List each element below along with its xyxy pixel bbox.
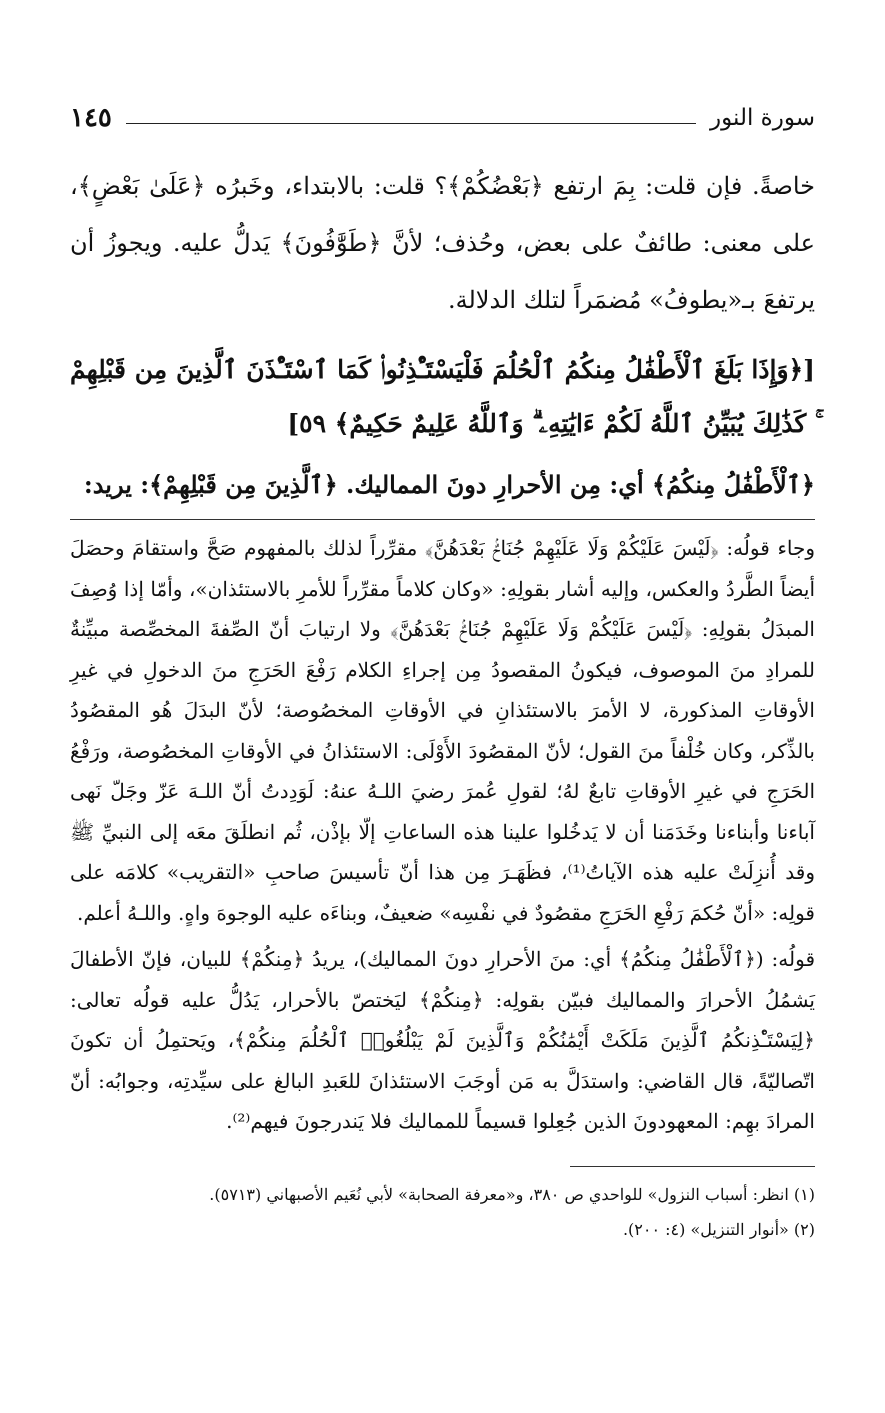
header-rule — [126, 123, 696, 124]
running-header — [70, 98, 815, 138]
commentary-paragraph-2: قولُه: (﴿ٱلْأَطْفَٰلُ مِنكُمُ﴾ أي: منَ الأحرارِ دونَ المماليك)، يريدُ ﴿مِنكُمْ﴾ للبيان، فإنّ الأطفالَ يَشمُلُ الأحرارَ والمماليك فبيّن بقولِه: ﴿مِنكُمْ﴾ ليَختصّ بالأحرار، يَدُلُّ عليه قولُه تعالى: ﴿لِيَسْتَـْٔذِنكُمُ ٱلَّذِينَ مَلَكَتْ أَيْمَٰنُكُمْ وَٱلَّذِينَ لَمْ يَبْلُغُوا۟ ٱلْحُلُمَ مِنكُمْ﴾، ويَحتمِلُ أن تكونَ اتّصاليّةً، قال القاضي: واستدَلَّ به مَن أوجَبَ الاستئذانَ للعَبدِ البالغ على سيِّدتِه، وجوابُه: أنّ المرادَ بهِم: المعهودونَ الذين جُعِلوا قسيماً للمماليك فلا يَندرجونَ فيهم⁽²⁾. — [70, 947, 815, 1133]
page-number: ١٤٥ — [70, 103, 112, 133]
intro-paragraph: خاصةً. فإن قلت: بِمَ ارتفع ﴿بَعْضُكُمْ﴾؟ قلت: بالابتداء، وخَبرُه ﴿عَلَىٰ بَعْضٍ﴾، على معنى: طائفٌ على بعض، وحُذف؛ لأنَّ ﴿طَوَّٰفُونَ﴾ يَدلُّ عليه. ويجوزُ أن يرتفعَ بـ«يطوفُ» مُضمَراً لتلك الدلالة. — [70, 172, 815, 314]
verse-gloss: ﴿ٱلْأَطْفَٰلُ مِنكُمُ﴾ أي: مِن الأحرارِ دونَ المماليك. ﴿ٱلَّذِينَ مِن قَبْلِهِمْ﴾: يريد: — [83, 470, 815, 499]
footnotes — [70, 1177, 815, 1247]
surah-title: سورة النور — [710, 105, 815, 131]
footnote-2: (٢) «أنوار التنزيل» (٤: ٢٠٠). — [622, 1219, 815, 1239]
verse-block — [70, 343, 815, 451]
verse-number: ٥٩] — [287, 409, 327, 438]
commentary-separator — [70, 519, 815, 520]
book-page — [70, 98, 815, 1247]
commentary-paragraph-1: وجاء قولُه: ﴿لَيْسَ عَلَيْكُمْ وَلَا عَلَيْهِمْ جُنَاحٌۢ بَعْدَهُنَّ﴾ مقرِّراً لذلك بالمفهوم صَحَّ واستقامَ وحصَلَ أيضاً الطَّردُ والعكس، وإليه أشار بقولِهِ: «وكان كلاماً مقرِّراً للأمرِ بالاستئذان»، وأمّا إذا وُصِفَ المبدَلُ بقولِهِ: ﴿لَيْسَ عَلَيْكُمْ وَلَا عَلَيْهِمْ جُنَاحٌۢ بَعْدَهُنَّ﴾ ولا ارتيابَ أنّ الصِّفةَ المخصِّصة مبيِّنةٌ للمرادِ منَ الموصوف، فيكونُ المقصودُ مِن إجراءِ الكلام رَفْعَ الحَرَجِ منَ الدخولِ في غيرِ الأوقاتِ المذكورة، لا الأمرَ بالاستئذانِ في الأوقاتِ المخصُوصة؛ لأنّ البدَلَ هُو المقصُودُ بالذِّكر، وكان خُلْفاً منَ القول؛ لأنّ المقصُودَ الأَوْلَى: الاستئذانُ في الأوقاتِ المخصُوصة، ورَفْعُ الحَرَجِ في غيرِ الأوقاتِ تابعٌ لهُ؛ لقولِ عُمرَ رضيَ اللـهُ عنهُ: لَوَدِدتُ أنّ اللـهَ عَزّ وجَلّ نَهى آباءنا وأبناءنا وخَدَمَنا أن لا يَدخُلوا علينا هذه الساعاتِ إلّا بإذْن، ثُم انطلَقَ معَه إلى النبيِّ ﷺ وقد أُنزِلَتْ عليه هذه الآياتُ⁽¹⁾، فظَهَـرَ مِن هذا أنّ تأسيسَ صاحبِ «التقريب» كلامَه على قولِه: «أنّ حُكمَ رَفْعِ الحَرَجِ مقصُودٌ في نفْسِه» ضعيفٌ، وبناءَه عليه الوجوهَ واهٍ. واللـهُ أعلم. — [70, 536, 815, 925]
footnote-1: (١) انظر: أسباب النزول» للواحدي ص ٣٨٠، و«معرفة الصحابة» لأبي نُعَيم الأصبهاني (٥٧١٣). — [209, 1184, 815, 1204]
verse-text: [﴿وَإِذَا بَلَغَ ٱلْأَطْفَٰلُ مِنكُمُ ٱلْحُلُمَ فَلْيَسْتَـْٔذِنُوا۟ كَمَا ٱسْتَـْٔذَنَ ٱلَّذِينَ مِن قَبْلِهِمْ ۚ كَذَٰلِكَ يُبَيِّنُ ٱللَّهُ لَكُمْ ءَايَٰتِهِۦ ۗ وَٱللَّهُ عَلِيمٌ حَكِيمٌ﴾ — [70, 355, 815, 438]
commentary — [70, 528, 815, 1142]
footnote-separator — [570, 1166, 815, 1167]
